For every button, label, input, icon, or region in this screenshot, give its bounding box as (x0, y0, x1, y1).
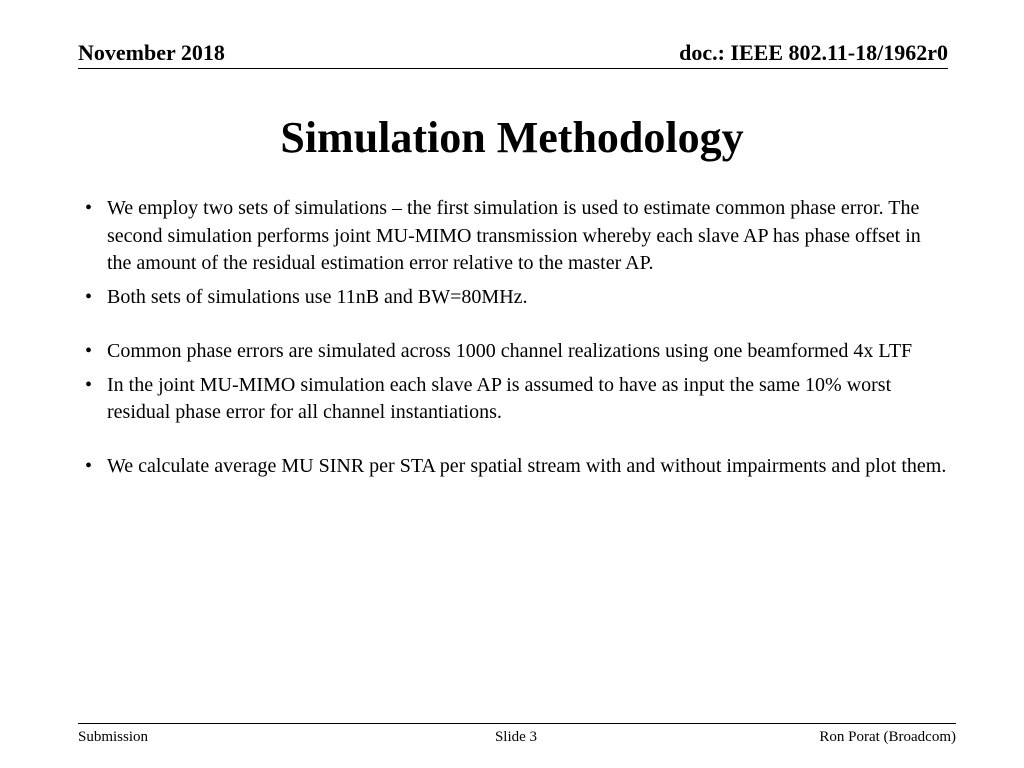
bullet-icon: • (85, 197, 93, 219)
footer-slide-number: Slide 3 (494, 729, 538, 745)
bullet-item (78, 372, 948, 427)
bullet-icon: • (85, 340, 93, 362)
bullet-text: Both sets of simulations use 11nB and BW=80MHz. (107, 285, 528, 308)
bullet-item (78, 338, 948, 366)
slide-title: Simulation Methodology (280, 113, 744, 162)
bullet-text: Common phase errors are simulated across 1000 channel realizations using one beamformed 4x LTF (107, 340, 913, 362)
bullet-text: We calculate average MU SINR per STA per spatial stream with and without impairments and plot them. (107, 454, 947, 477)
header-doc-id: doc.: IEEE 802.11-18/1962r0 (679, 40, 948, 65)
bullet-icon: • (85, 454, 93, 477)
footer-divider (78, 723, 956, 724)
bullet-icon: • (85, 285, 93, 308)
bullet-list (78, 195, 948, 480)
bullet-item (78, 195, 948, 278)
header-divider (78, 68, 948, 69)
header-date: November 2018 (78, 40, 225, 65)
bullet-text: We employ two sets of simulations – the first simulation is used to estimate common phase error. The second simulation performs joint MU-MIMO transmission whereby each slave AP has phase offset in the amount of the residual estimation error relative to the master AP. (107, 197, 921, 274)
footer-author: Ron Porat (Broadcom) (819, 729, 956, 745)
footer-submission: Submission (78, 729, 149, 745)
bullet-icon: • (85, 373, 93, 396)
bullet-item (78, 284, 948, 312)
bullet-text: In the joint MU-MIMO simulation each slave AP is assumed to have as input the same 10% worst residual phase error for all channel instantiations. (107, 373, 892, 423)
bullet-item (78, 453, 948, 481)
